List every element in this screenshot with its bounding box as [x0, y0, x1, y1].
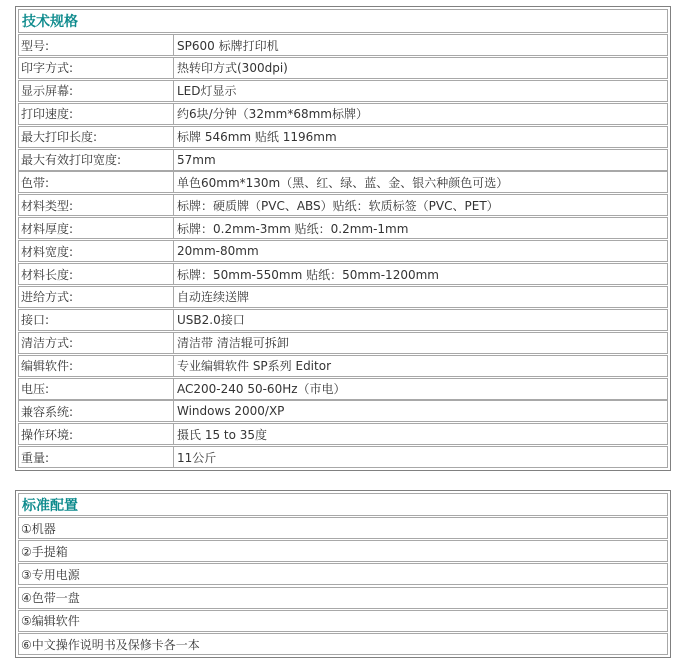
spec-row — [18, 126, 668, 148]
spec-label: 型号: — [19, 35, 174, 55]
spec-label: 材料宽度: — [19, 241, 174, 261]
spec-label: 材料厚度: — [19, 218, 174, 238]
spec-row — [18, 171, 668, 193]
spec-label: 清洁方式: — [19, 333, 174, 353]
spec-label: 兼容系统: — [19, 401, 174, 421]
spec-label: 进给方式: — [19, 287, 174, 307]
standard-title: 标准配置 — [22, 497, 78, 514]
spec-label: 最大有效打印宽度: — [19, 150, 174, 170]
spec-label: 编辑软件: — [19, 356, 174, 376]
spec-label: 接口: — [19, 310, 174, 330]
standard-item: ⑥中文操作说明书及保修卡各一本 — [21, 637, 200, 652]
spec-value: 标牌：硬质牌（PVC、ABS）贴纸：软质标签（PVC、PET） — [177, 198, 499, 213]
standard-row — [18, 540, 668, 562]
spec-row — [18, 194, 668, 216]
spec-row — [18, 400, 668, 422]
spec-row — [18, 57, 668, 79]
spec-value: 标牌 546mm 贴纸 1196mm — [177, 130, 337, 145]
spec-row — [18, 263, 668, 285]
standard-item: ③专用电源 — [21, 567, 80, 582]
spec-row — [18, 34, 668, 56]
spec-label: 显示屏幕: — [19, 81, 174, 101]
standard-header-row — [18, 493, 668, 516]
spec-value: 自动连续送牌 — [177, 290, 250, 305]
spec-value: 标牌：0.2mm-3mm 贴纸：0.2mm-1mm — [177, 221, 409, 236]
spec-row — [18, 423, 668, 445]
spec-row — [18, 217, 668, 239]
spec-value: 热转印方式(300dpi) — [177, 61, 288, 76]
spec-label: 操作环境: — [19, 424, 174, 444]
standard-item: ①机器 — [21, 521, 56, 536]
standard-row — [18, 633, 668, 655]
standard-row — [18, 610, 668, 632]
spec-value: USB2.0接口 — [177, 313, 245, 328]
standard-row — [18, 563, 668, 585]
standard-row — [18, 517, 668, 539]
standard-item: ⑤编辑软件 — [21, 614, 80, 629]
spec-row — [18, 309, 668, 331]
spec-value: 清洁带 清洁辊可拆卸 — [177, 336, 289, 351]
standard-item: ②手提箱 — [21, 544, 68, 559]
spec-value: AC200-240 50-60Hz（市电） — [177, 382, 346, 396]
spec-label: 打印速度: — [19, 104, 174, 124]
spec-value: 57mm — [177, 152, 216, 167]
spec-label: 电压: — [19, 379, 174, 399]
spec-value: 摄氏 15 to 35度 — [177, 427, 268, 442]
spec-row — [18, 446, 668, 468]
spec-label: 印字方式: — [19, 58, 174, 78]
spec-table — [15, 6, 671, 471]
spec-row — [18, 80, 668, 102]
spec-label: 最大打印长度: — [19, 127, 174, 147]
spec-label: 材料长度: — [19, 264, 174, 284]
spec-title: 技术规格 — [22, 14, 78, 30]
spec-label: 重量: — [19, 447, 174, 467]
spec-value: 单色60mm*130m（黑、红、绿、蓝、金、银六种颜色可选） — [177, 175, 509, 190]
spec-label: 材料类型: — [19, 195, 174, 215]
spec-value: 11公斤 — [177, 450, 217, 465]
spec-row — [18, 103, 668, 125]
standard-row — [18, 587, 668, 609]
spec-value: 约6块/分钟（32mm*68mm标牌） — [177, 107, 368, 122]
standard-config-table — [15, 490, 671, 658]
spec-header-row — [18, 9, 668, 33]
spec-row — [18, 149, 668, 171]
spec-value: SP600 标牌打印机 — [177, 38, 279, 53]
spec-value: LED灯显示 — [177, 84, 237, 99]
spec-row — [18, 332, 668, 354]
spec-row — [18, 240, 668, 262]
spec-row — [18, 378, 668, 400]
standard-item: ④色带一盘 — [21, 591, 80, 606]
spec-value: 专业编辑软件 SP系列 Editor — [177, 359, 331, 374]
spec-label: 色带: — [19, 172, 174, 192]
spec-value: 20mm-80mm — [177, 244, 259, 259]
spec-value: 标牌：50mm-550mm 贴纸：50mm-1200mm — [177, 267, 439, 282]
spec-row — [18, 286, 668, 308]
spec-value: Windows 2000/XP — [177, 404, 285, 419]
spec-row — [18, 355, 668, 377]
